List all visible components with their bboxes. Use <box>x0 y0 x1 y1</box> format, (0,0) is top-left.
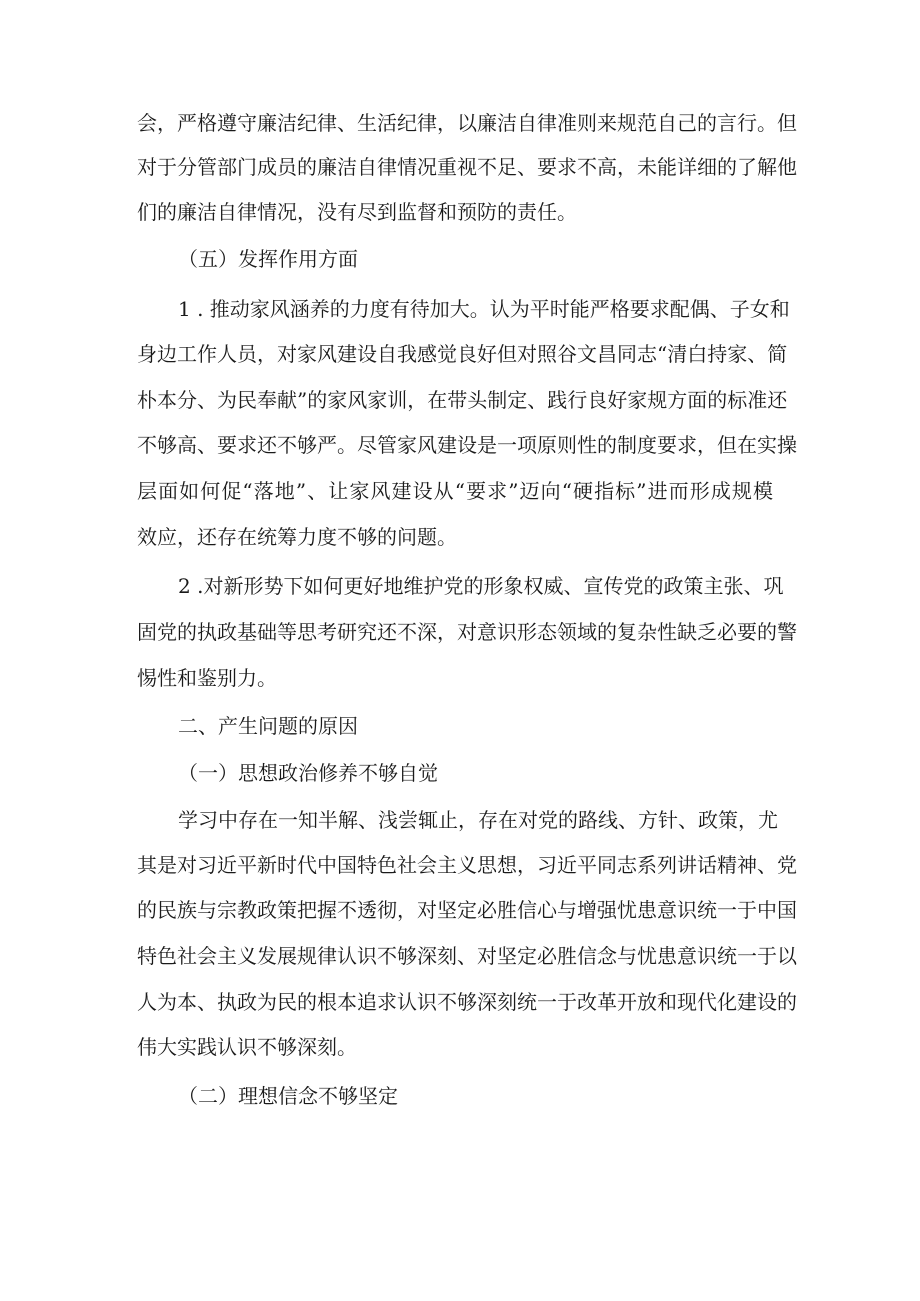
body-text-line: 层面如何促“落地”、让家风建设从“要求”迈向“硬指标”进而形成规模 <box>137 479 773 503</box>
body-text-line: 的民族与宗教政策把握不透彻，对坚定必胜信心与增强忧患意识统一于中国 <box>137 898 797 922</box>
body-text-line: 惕性和鉴别力。 <box>137 666 277 690</box>
body-text-line: 不够高、要求还不够严。尽管家风建设是一项原则性的制度要求，但在实操 <box>137 433 797 457</box>
body-text-line: 们的廉洁自律情况，没有尽到监督和预防的责任。 <box>137 200 577 224</box>
body-text-line: 人为本、执政为民的根本追求认识不够深刻统一于改革开放和现代化建设的 <box>137 990 797 1014</box>
body-text-line: 伟大实践认识不够深刻。 <box>137 1035 357 1059</box>
chapter-heading-2: 二、产生问题的原因 <box>178 714 358 738</box>
body-text-line: 会，严格遵守廉洁纪律、生活纪律，以廉洁自律准则来规范自己的言行。但 <box>137 111 797 135</box>
body-text-line: 其是对习近平新时代中国特色社会主义思想，习近平同志系列讲话精神、党 <box>137 853 797 877</box>
body-text-line: 学习中存在一知半解、浅尝辄止，存在对党的路线、方针、政策，尤 <box>178 808 778 832</box>
section-heading-2: （二）理想信念不够坚定 <box>178 1084 398 1108</box>
body-text-line: 2 .对新形势下如何更好地维护党的形象权威、宣传党的政策主张、巩 <box>178 574 784 598</box>
section-heading-1: （一）思想政治修养不够自觉 <box>178 761 438 785</box>
body-text-line: 朴本分、为民奉献”的家风家训，在带头制定、践行良好家规方面的标准还 <box>137 388 788 412</box>
body-text-line: 效应，还存在统筹力度不够的问题。 <box>137 525 457 549</box>
body-text-line: 特色社会主义发展规律认识不够深刻、对坚定必胜信念与忧患意识统一于以 <box>137 944 797 968</box>
body-text-line: 固党的执政基础等思考研究还不深，对意识形态领域的复杂性缺乏必要的警 <box>137 620 797 644</box>
body-text-line: 1 . 推动家风涵养的力度有待加大。认为平时能严格要求配偶、子女和 <box>178 297 790 321</box>
body-text-line: 身边工作人员，对家风建设自我感觉良好但对照谷文昌同志“清白持家、简 <box>137 342 788 366</box>
section-heading-5: （五）发挥作用方面 <box>178 247 358 271</box>
body-text-line: 对于分管部门成员的廉洁自律情况重视不足、要求不高，未能详细的了解他 <box>137 155 797 179</box>
